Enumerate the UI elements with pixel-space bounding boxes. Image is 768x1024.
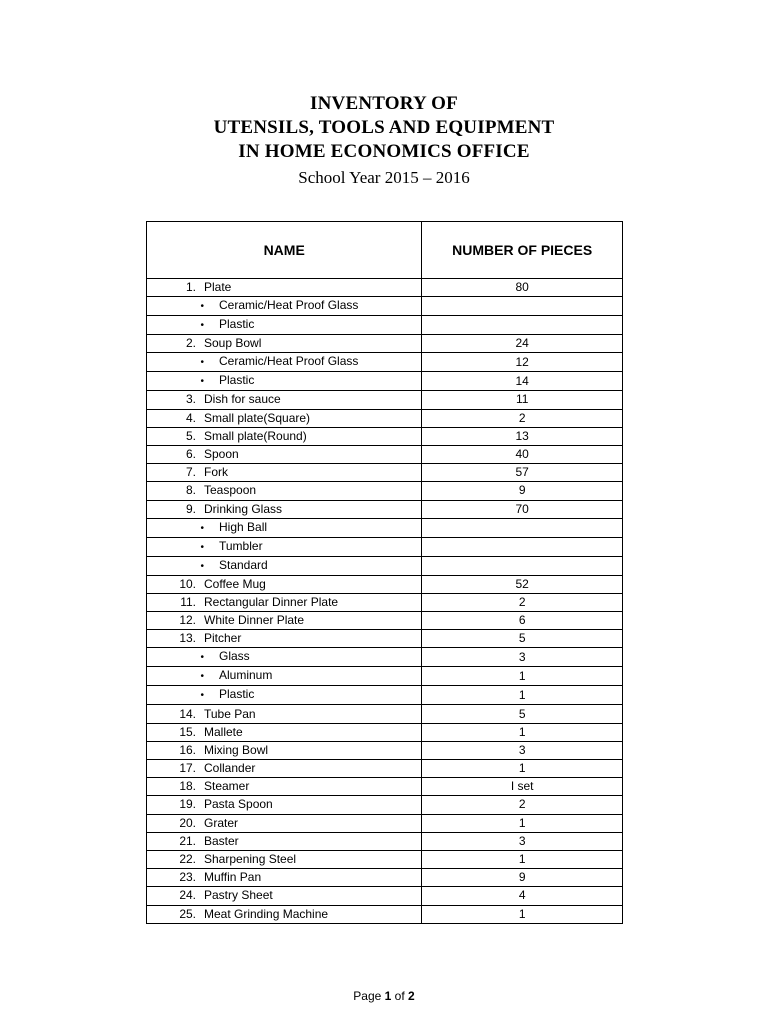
item-name-cell [147,648,422,667]
header-number-of-pieces: NUMBER OF PIECES [422,222,623,279]
bullet-icon: • [200,376,204,388]
item-label: Pastry Sheet [204,888,273,903]
table-row [147,869,623,887]
item-name-cell [147,575,422,593]
item-number: 2. [185,336,196,351]
item-pieces-cell [422,316,623,335]
table-row [147,279,623,297]
item-pieces-cell [422,297,623,316]
table-row [147,850,623,868]
item-label: Soup Bowl [204,336,262,351]
item-number: 3. [185,392,196,407]
item-number: 6. [185,447,196,462]
item-pieces-cell: 40 [422,445,623,463]
table-row [147,409,623,427]
item-name-cell [147,796,422,814]
subitem-label: Ceramic/Heat Proof Glass [219,354,359,369]
item-label: White Dinner Plate [204,613,305,628]
item-pieces-cell: 9 [422,482,623,500]
item-name-cell [147,537,422,556]
item-label: Spoon [204,447,239,462]
item-number: 21. [179,833,196,848]
table-subrow [147,372,623,391]
item-label: Small plate(Round) [204,428,307,443]
item-label: Grater [204,815,239,830]
bullet-icon: • [200,690,204,702]
item-number: 16. [179,742,196,757]
item-label: Rectangular Dinner Plate [204,594,339,609]
item-name-cell [147,723,422,741]
bullet-icon: • [200,357,204,369]
table-row [147,741,623,759]
item-number: 4. [185,410,196,425]
item-name-cell [147,518,422,537]
item-pieces-cell: 1 [422,686,623,705]
item-label: Mixing Bowl [204,742,269,757]
table-body [147,279,623,924]
table-subrow [147,686,623,705]
item-number: 12. [179,613,196,628]
item-name-cell [147,869,422,887]
item-number: 25. [179,906,196,921]
bullet-icon: • [200,541,204,553]
item-label: Pasta Spoon [204,797,273,812]
item-number: 8. [185,483,196,498]
subitem-label: Plastic [219,317,255,332]
item-pieces-cell: 14 [422,372,623,391]
item-label: Small plate(Square) [204,410,311,425]
item-label: Muffin Pan [204,870,262,885]
item-name-cell [147,353,422,372]
item-number: 13. [179,631,196,646]
item-pieces-cell: 4 [422,887,623,905]
table-row [147,391,623,409]
table-row [147,575,623,593]
subitem-label: Plastic [219,687,255,702]
item-pieces-cell: 57 [422,464,623,482]
item-pieces-cell: 2 [422,796,623,814]
item-pieces-cell: 12 [422,353,623,372]
item-name-cell [147,409,422,427]
item-label: Pitcher [204,631,242,646]
item-number: 17. [179,761,196,776]
table-row [147,760,623,778]
item-name-cell [147,372,422,391]
table-subrow [147,648,623,667]
table-row [147,445,623,463]
item-pieces-cell: 1 [422,760,623,778]
page-footer [0,989,768,1003]
item-label: Mallete [204,724,243,739]
item-name-cell [147,630,422,648]
item-number: 11. [180,594,196,609]
table-row [147,796,623,814]
item-pieces-cell: 3 [422,832,623,850]
table-row [147,905,623,923]
table-row [147,887,623,905]
item-pieces-cell: 52 [422,575,623,593]
item-pieces-cell: 2 [422,593,623,611]
item-pieces-cell: 1 [422,850,623,868]
item-label: Plate [204,280,232,295]
item-number: 9. [185,501,196,516]
item-pieces-cell: I set [422,778,623,796]
item-name-cell [147,905,422,923]
bullet-icon: • [200,301,204,313]
bullet-icon: • [200,522,204,534]
item-pieces-cell [422,556,623,575]
item-name-cell [147,686,422,705]
table-header-row [147,222,623,279]
item-name-cell [147,850,422,868]
footer-current-page: 1 [384,989,392,1003]
item-number: 1. [185,280,196,295]
item-name-cell [147,593,422,611]
table-row [147,723,623,741]
item-number: 10. [179,576,196,591]
item-name-cell [147,279,422,297]
subitem-label: High Ball [219,519,268,534]
table-subrow [147,667,623,686]
table-row [147,832,623,850]
item-label: Fork [204,465,228,480]
item-label: Collander [204,761,256,776]
item-number: 19. [179,797,196,812]
item-number: 23. [179,870,196,885]
school-year-subtitle: School Year 2015 – 2016 [298,168,470,187]
item-label: Baster [204,833,239,848]
item-number: 22. [179,852,196,867]
item-label: Meat Grinding Machine [204,906,329,921]
item-name-cell [147,667,422,686]
footer-total-pages: 2 [408,989,415,1003]
item-label: Teaspoon [204,483,257,498]
subitem-label: Aluminum [219,668,273,683]
subitem-label: Standard [219,557,268,572]
table-row [147,612,623,630]
item-label: Steamer [204,779,250,794]
item-name-cell [147,464,422,482]
document-header [0,92,768,190]
bullet-icon: • [200,320,204,332]
item-name-cell [147,832,422,850]
item-pieces-cell [422,537,623,556]
title-line-3: IN HOME ECONOMICS OFFICE [238,141,530,162]
item-number: 20. [179,815,196,830]
item-label: Drinking Glass [204,501,283,516]
subitem-label: Glass [219,649,250,664]
table-row [147,427,623,445]
item-number: 18. [179,779,196,794]
item-number: 15. [179,724,196,739]
table-row [147,482,623,500]
item-name-cell [147,335,422,353]
table-subrow [147,518,623,537]
item-name-cell [147,705,422,723]
title-line-1: INVENTORY OF [310,93,458,114]
table-row [147,335,623,353]
item-name-cell [147,760,422,778]
item-label: Coffee Mug [204,576,266,591]
item-pieces-cell: 9 [422,869,623,887]
subitem-label: Tumbler [219,538,263,553]
item-pieces-cell: 2 [422,409,623,427]
item-label: Dish for sauce [204,392,281,407]
table-row [147,464,623,482]
item-number: 7. [185,465,196,480]
item-name-cell [147,556,422,575]
item-pieces-cell: 5 [422,705,623,723]
item-name-cell [147,316,422,335]
table-subrow [147,556,623,575]
item-pieces-cell: 70 [422,500,623,518]
item-name-cell [147,445,422,463]
item-name-cell [147,297,422,316]
bullet-icon: • [200,652,204,664]
item-pieces-cell: 1 [422,723,623,741]
item-name-cell [147,500,422,518]
item-number: 14. [179,706,196,721]
table-row [147,814,623,832]
table-subrow [147,537,623,556]
item-pieces-cell: 6 [422,612,623,630]
item-pieces-cell: 1 [422,905,623,923]
item-name-cell [147,482,422,500]
item-name-cell [147,814,422,832]
table-row [147,630,623,648]
table-row [147,593,623,611]
item-pieces-cell: 24 [422,335,623,353]
item-pieces-cell: 3 [422,648,623,667]
table-subrow [147,297,623,316]
item-name-cell [147,778,422,796]
footer-middle: of [391,989,409,1003]
item-label: Sharpening Steel [204,852,297,867]
item-pieces-cell: 1 [422,667,623,686]
item-pieces-cell: 5 [422,630,623,648]
item-pieces-cell: 1 [422,814,623,832]
inventory-table [146,221,623,924]
item-name-cell [147,612,422,630]
item-pieces-cell [422,518,623,537]
table-row [147,500,623,518]
table-row [147,778,623,796]
table-subrow [147,353,623,372]
item-label: Tube Pan [204,706,256,721]
item-number: 5. [185,428,196,443]
item-pieces-cell: 80 [422,279,623,297]
item-pieces-cell: 3 [422,741,623,759]
subitem-label: Plastic [219,373,255,388]
subitem-label: Ceramic/Heat Proof Glass [219,298,359,313]
table-row [147,705,623,723]
item-number: 24. [179,888,196,903]
footer-prefix: Page [353,989,385,1003]
item-name-cell [147,741,422,759]
bullet-icon: • [200,560,204,572]
item-name-cell [147,391,422,409]
item-name-cell [147,887,422,905]
header-name: NAME [147,222,422,279]
item-pieces-cell: 13 [422,427,623,445]
item-name-cell [147,427,422,445]
item-pieces-cell: 11 [422,391,623,409]
table-subrow [147,316,623,335]
title-line-2: UTENSILS, TOOLS AND EQUIPMENT [213,117,555,138]
bullet-icon: • [200,671,204,683]
